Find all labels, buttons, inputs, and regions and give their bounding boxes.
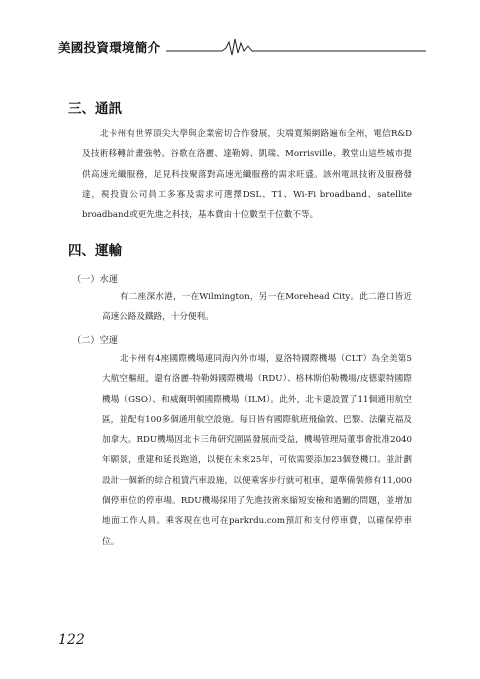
subheading-air-transport: （二）空運 (72, 335, 118, 346)
section-heading-transportation: 四、運輸 (68, 243, 122, 259)
section-heading-communications: 三、通訊 (68, 101, 122, 117)
communications-paragraph: 北卡州有世界頂尖大學與企業密切合作發展，尖端寬頻網路遍布全州，電信R&D及技術移轉計畫強勢。谷歌在洛麗、達勒姆、凱瑞、Morrisville、教堂山這些城市提供高速光纖服務，足見科技聚落對高速光纖服務的需求旺盛。該州電訊技術及服務發達，視投資公司員工多寡及需求可選擇DSL、T1、Wi-Fi broadband、satellite broadband或更先進之科技，基本費由十位數至千位數不等。 (82, 129, 412, 221)
page-number: 122 (58, 632, 85, 648)
running-header (58, 36, 426, 58)
subheading-water-transport: （一）水運 (72, 274, 118, 285)
header-title: 美國投資環境簡介 (58, 40, 161, 55)
air-transport-paragraph: 北卡州有4座國際機場連同海內外市場，夏洛特國際機場（CLT）為全美第5大航空樞紐，還有洛麗-特勒姆國際機場（RDU）、格林斯伯勒機場/皮德蒙特國際機場（GSO）、和威爾明頓國際機場（ILM）。此外，北卡還設置了11個通用航空區，並配有100多個通用航空設施。每日皆有國際航班飛倫敦、巴黎、法蘭克福及加拿大。RDU機場因北卡三角研究園區發展而受益，機場管理局董事會批准2040年願景，重建和延長跑道，以便在未來25年，可依需要添加23個登機口。並計劃設計一個新的綜合租賃汽車設施，以便乘客步行就可租車，還準備裝修有11,000個停車位的停車場。RDU機場採用了先進技術來縮短安檢和過關的問題，並增加地面工作人員。乘客現在也可在parkrdu.com預訂和支付停車費，以確保停車位。 (102, 354, 412, 547)
water-transport-paragraph: 有二座深水港，一在Wilmington，另一在Morehead City。此二港口皆近高速公路及鐵路，十分便利。 (102, 292, 412, 323)
